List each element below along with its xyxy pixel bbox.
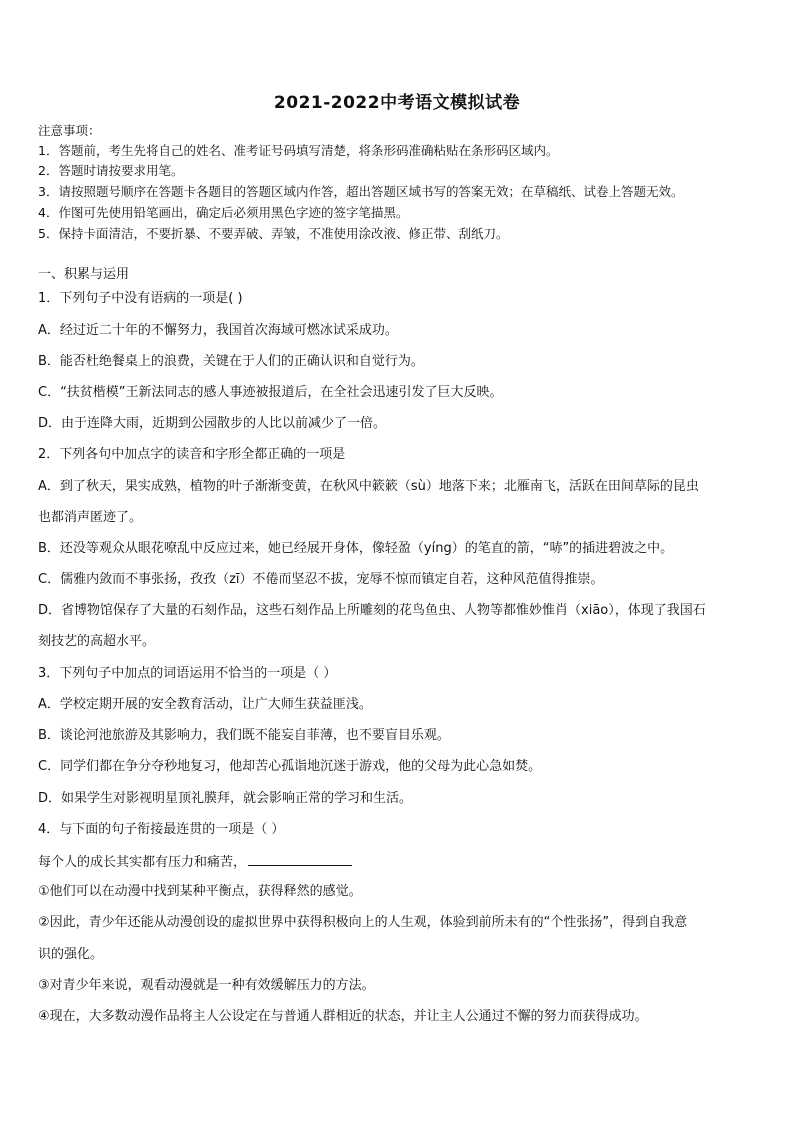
sentence-3: ③对青少年来说，观看动漫就是一种有效缓解压力的方法。 [38, 978, 375, 993]
notice-item: 4．作图可先使用铅笔画出，确定后必须用黑色字迹的签字笔描黑。 [38, 205, 409, 220]
option-d: D．如果学生对影视明星顶礼膜拜，就会影响正常的学习和生活。 [38, 791, 413, 806]
answer-blank [248, 852, 352, 866]
option-d-continued: 刻技艺的高超水平。 [38, 634, 156, 649]
option-a: A．到了秋天，果实成熟，植物的叶子渐渐变黄，在秋风中簌簌（sù）地落下来；北雁南飞，活跃在田间草际的昆虫 [38, 479, 699, 494]
option-a: A．经过近二十年的不懈努力，我国首次海域可燃冰试采成功。 [38, 323, 398, 338]
lead-sentence [38, 852, 758, 872]
option-d: D．省博物馆保存了大量的石刻作品，这些石刻作品上所雕刻的花鸟鱼虫、人物等都惟妙惟肖（xiāo），体现了我国石 [38, 603, 706, 618]
option-b: B．能否杜绝餐桌上的浪费，关键在于人们的正确认识和自觉行为。 [38, 354, 424, 369]
option-b: B．谈论河池旅游及其影响力，我们既不能妄自菲薄，也不要盲目乐观。 [38, 728, 450, 743]
notice-item: 2．答题时请按要求用笔。 [38, 163, 184, 178]
notice-item: 3．请按照题号顺序在答题卡各题目的答题区域内作答，超出答题区域书写的答案无效；在草稿纸、试卷上答题无效。 [38, 184, 684, 199]
option-c: C．“扶贫楷模”王新法同志的感人事迹被报道后，在全社会迅速引发了巨大反映。 [38, 385, 503, 400]
option-a: A．学校定期开展的安全教育活动，让广大师生获益匪浅。 [38, 697, 372, 712]
notice-item: 1．答题前，考生先将自己的姓名、准考证号码填写清楚，将条形码准确粘贴在条形码区域内。 [38, 143, 559, 158]
option-b: B．还没等观众从眼花嘹乱中反应过来，她已经展开身体，像轻盈（yíng）的笔直的箭，“哧”的插进碧波之中。 [38, 541, 674, 556]
question-stem: 4．与下面的句子衔接最连贯的一项是（ ） [38, 822, 285, 837]
notice-item: 5．保持卡面清洁，不要折暴、不要弄破、弄皱，不准使用涂改液、修正带、刮纸刀。 [38, 226, 509, 241]
sentence-2-continued: 识的强化。 [38, 947, 104, 962]
sentence-4: ④现在，大多数动漫作品将主人公设定在与普通人群相近的状态，并让主人公通过不懈的努力而获得成功。 [38, 1009, 648, 1024]
option-c: C．儒雅内敛而不事张扬，孜孜（zī）不倦而坚忍不拔，宠辱不惊而镇定自若，这种风范值得推崇。 [38, 572, 604, 587]
question-stem: 2．下列各句中加点字的读音和字形全都正确的一项是 [38, 447, 346, 462]
sentence-1: ①他们可以在动漫中找到某种平衡点，获得释然的感觉。 [38, 884, 362, 899]
lead-text: 每个人的成长其实都有压力和痛苦， [38, 855, 247, 870]
section-heading: 一、积累与运用 [38, 267, 130, 282]
option-a-continued: 也都消声匿迹了。 [38, 510, 143, 525]
option-c: C．同学们都在争分夺秒地复习，他却苦心孤诣地沉迷于游戏，他的父母为此心急如焚。 [38, 759, 542, 774]
question-stem: 1．下列句子中没有语病的一项是( ) [38, 291, 243, 306]
page-title: 2021-2022中考语文模拟试卷 [273, 93, 521, 113]
sentence-2: ②因此，青少年还能从动漫创设的虚拟世界中获得积极向上的人生观，体验到前所未有的“个性张扬”，得到自我意 [38, 915, 688, 930]
notice-heading: 注意事项： [38, 123, 101, 138]
question-stem: 3．下列句子中加点的词语运用不恰当的一项是（ ） [38, 666, 337, 681]
option-d: D．由于连降大雨，近期到公园散步的人比以前减少了一倍。 [38, 416, 387, 431]
